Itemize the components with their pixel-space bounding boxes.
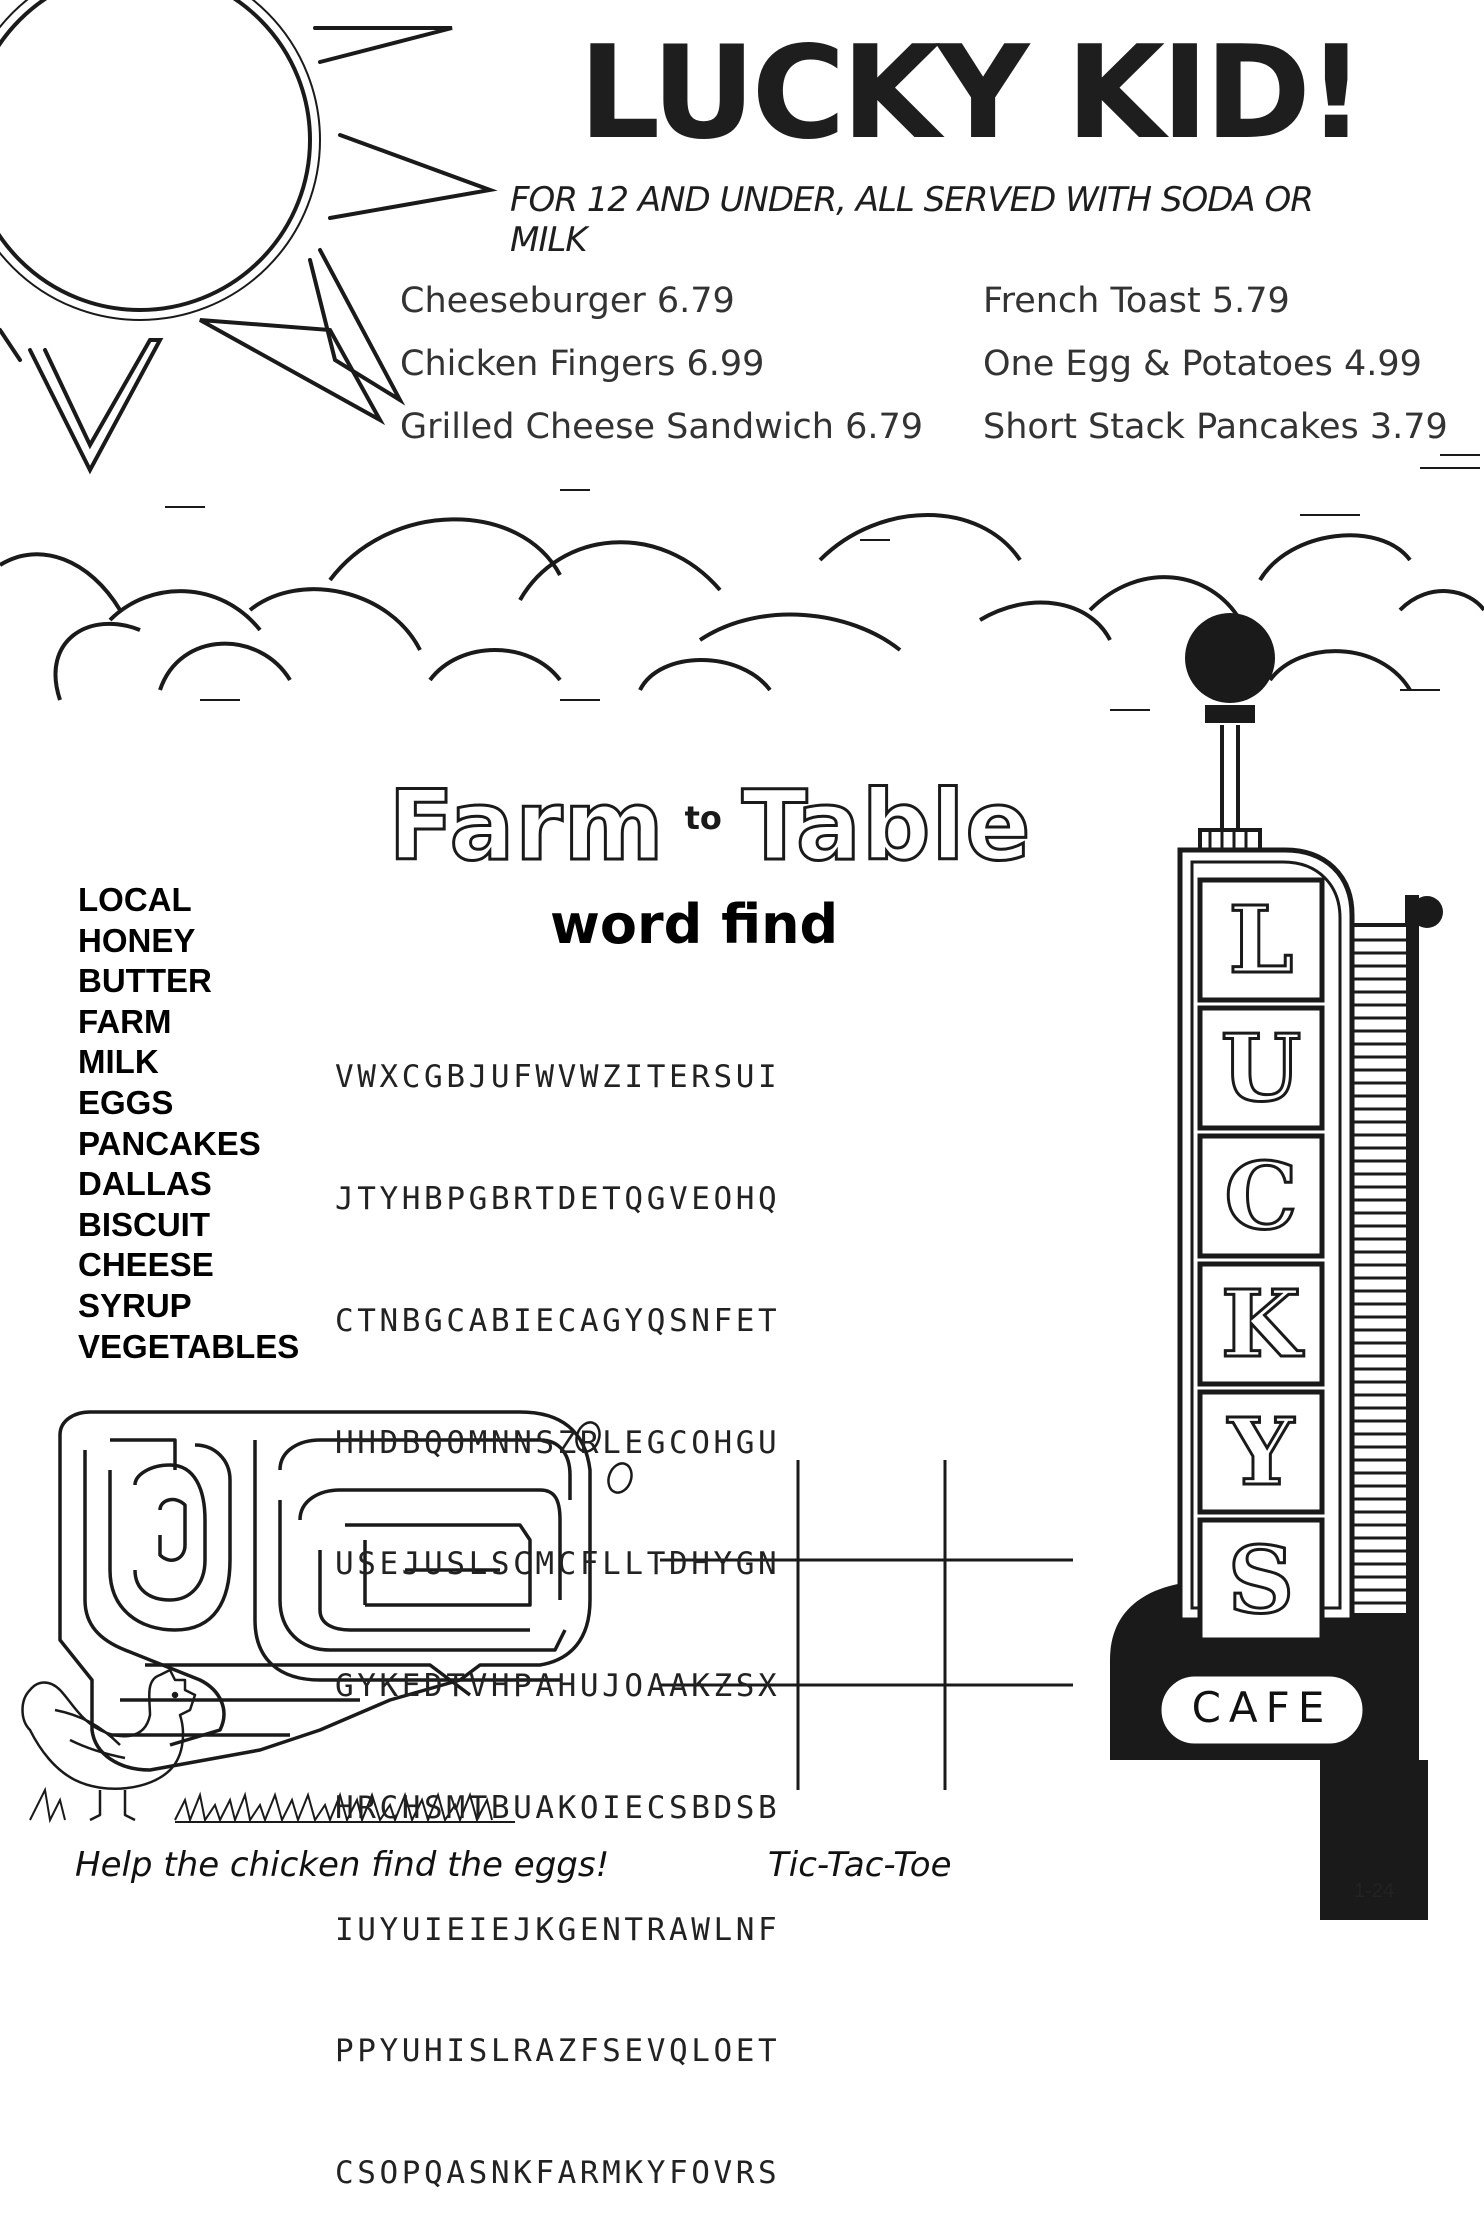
menu-item: Chicken Fingers 6.99 [400, 344, 765, 384]
grid-row: VWXCGBJUFWVWZITERSUI [335, 1059, 781, 1096]
word-list [78, 880, 299, 1367]
word-find-title-table: Table [741, 770, 1032, 882]
word-find-title-farm: Farm [388, 770, 665, 882]
grid-row: JTYHBPGBRTDETQGVEOHQ [335, 1180, 781, 1217]
word-find-subtitle: word find [550, 893, 839, 956]
sign-cafe-label: CAFE [1191, 1683, 1333, 1732]
word-list-item: DALLAS [78, 1165, 212, 1203]
grid-row: PPYUHISLRAZFSEVQLOET [335, 2033, 781, 2070]
menu-column-left [400, 270, 923, 459]
sign-letter: S [1227, 1526, 1295, 1634]
word-list-item: SYRUP [78, 1286, 192, 1324]
menu-column-right [983, 270, 1448, 459]
maze-caption: Help the chicken find the eggs! [75, 1845, 610, 1885]
sign-letter: L [1228, 886, 1294, 994]
word-list-item: BISCUIT [78, 1205, 210, 1243]
tic-tac-toe-caption: Tic-Tac-Toe [768, 1845, 952, 1885]
menu-item: One Egg & Potatoes 4.99 [983, 344, 1422, 384]
menu-item: French Toast 5.79 [983, 281, 1290, 321]
grid-row: IUYUIEIEJKGENTRAWLNF [335, 1911, 781, 1948]
sign-letter: Y [1228, 1398, 1294, 1506]
sign-letter: C [1224, 1142, 1298, 1250]
word-list-item: MILK [78, 1043, 159, 1081]
grid-row: USEJUSLSCMCFLLTDHYGN [335, 1546, 781, 1583]
word-list-item: CHEESE [78, 1246, 214, 1284]
edition-code: 1-24 [1353, 1880, 1394, 1902]
grid-row: HHDBQOMNNSZRLEGCOHGU [335, 1424, 781, 1461]
grid-row: HRCHSMTBUAKOIECSBDSB [335, 1789, 781, 1826]
word-list-item: BUTTER [78, 962, 212, 1000]
word-list-item: FARM [78, 1002, 172, 1040]
word-find-title [350, 770, 1070, 882]
word-search-grid [335, 976, 780, 2234]
grid-row: GYKEDTVHPAHUJOAAKZSX [335, 1668, 781, 1705]
sign-letter: U [1220, 1014, 1302, 1122]
grid-row: CTNBGCABIECAGYQSNFET [335, 1302, 781, 1339]
chicken-icon [23, 1670, 196, 1820]
word-list-item: HONEY [78, 921, 196, 959]
word-list-item: EGGS [78, 1083, 174, 1121]
menu-item: Cheeseburger 6.79 [400, 281, 735, 321]
word-list-item: VEGETABLES [78, 1327, 300, 1365]
menu-item: Grilled Cheese Sandwich 6.79 [400, 407, 924, 447]
menu-item: Short Stack Pancakes 3.79 [983, 407, 1448, 447]
grid-row: CSOPQASNKFARMKYFOVRS [335, 2155, 781, 2192]
page-title: LUCKY KID! [578, 19, 1362, 168]
word-list-item: LOCAL [78, 881, 192, 918]
sign-letter: K [1221, 1270, 1301, 1378]
word-find-title-to: to [684, 799, 722, 837]
page-subtitle: FOR 12 AND UNDER, ALL SERVED WITH SODA OR MILK [510, 180, 1313, 260]
word-list-item: PANCAKES [78, 1124, 261, 1162]
